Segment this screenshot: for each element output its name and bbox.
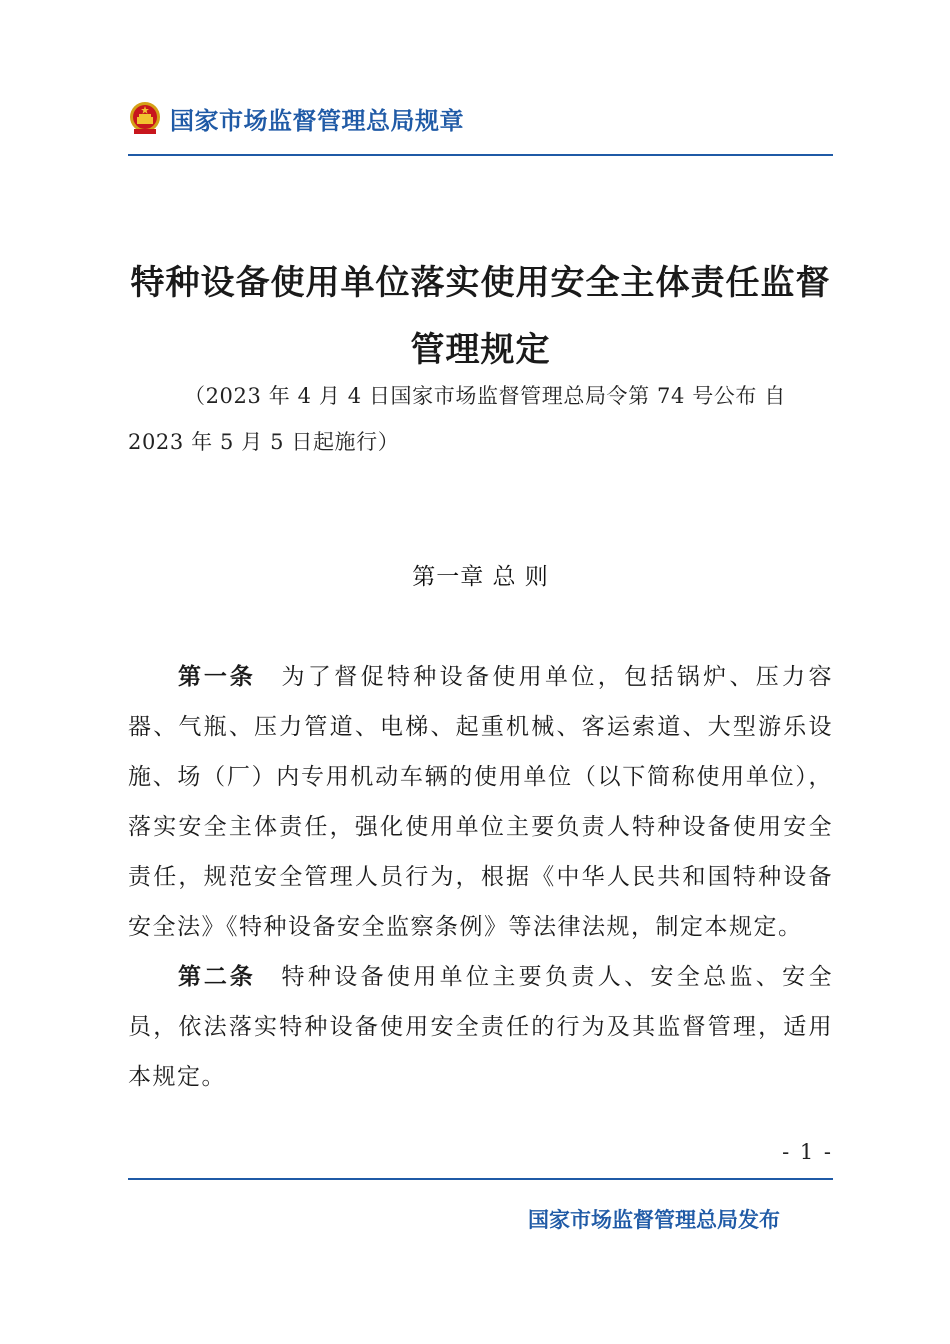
chapter-heading: 第一章 总 则 <box>412 564 549 590</box>
header-title: 国家市场监督管理总局规章 <box>170 106 464 135</box>
page-number: - 1 - <box>782 1140 833 1164</box>
article-2-label: 第二条 <box>178 964 256 990</box>
document-subtitle: （2023 年 4 月 4 日国家市场监督管理总局令第 74 号公布 自 2023 年 5 月 5 日起施行） <box>128 384 786 454</box>
footer-publisher: 国家市场监督管理总局发布 <box>528 1208 780 1232</box>
header-divider <box>128 154 833 156</box>
document-header <box>128 100 464 136</box>
document-title-line1: 特种设备使用单位落实使用安全主体责任监督 <box>130 263 831 303</box>
article-1 <box>128 652 833 952</box>
article-2-text: 特种设备使用单位主要负责人、安全总监、安全员，依法落实特种设备使用安全责任的行为及其监督管理，适用本规定。 <box>128 964 834 1090</box>
document-title-line2: 管理规定 <box>410 330 551 370</box>
national-emblem-icon <box>128 100 162 136</box>
article-2 <box>128 952 833 1102</box>
footer-divider <box>128 1178 833 1180</box>
article-1-text: 为了督促特种设备使用单位，包括锅炉、压力容器、气瓶、压力管道、电梯、起重机械、客运索道、大型游乐设施、场（厂）内专用机动车辆的使用单位（以下简称使用单位），落实安全主体责任，强化使用单位主要负责人特种设备使用安全责任，规范安全管理人员行为，根据《中华人民共和国特种设备安全法》《特种设备安全监察条例》等法律法规，制定本规定。 <box>128 664 834 940</box>
article-1-label: 第一条 <box>178 664 256 690</box>
